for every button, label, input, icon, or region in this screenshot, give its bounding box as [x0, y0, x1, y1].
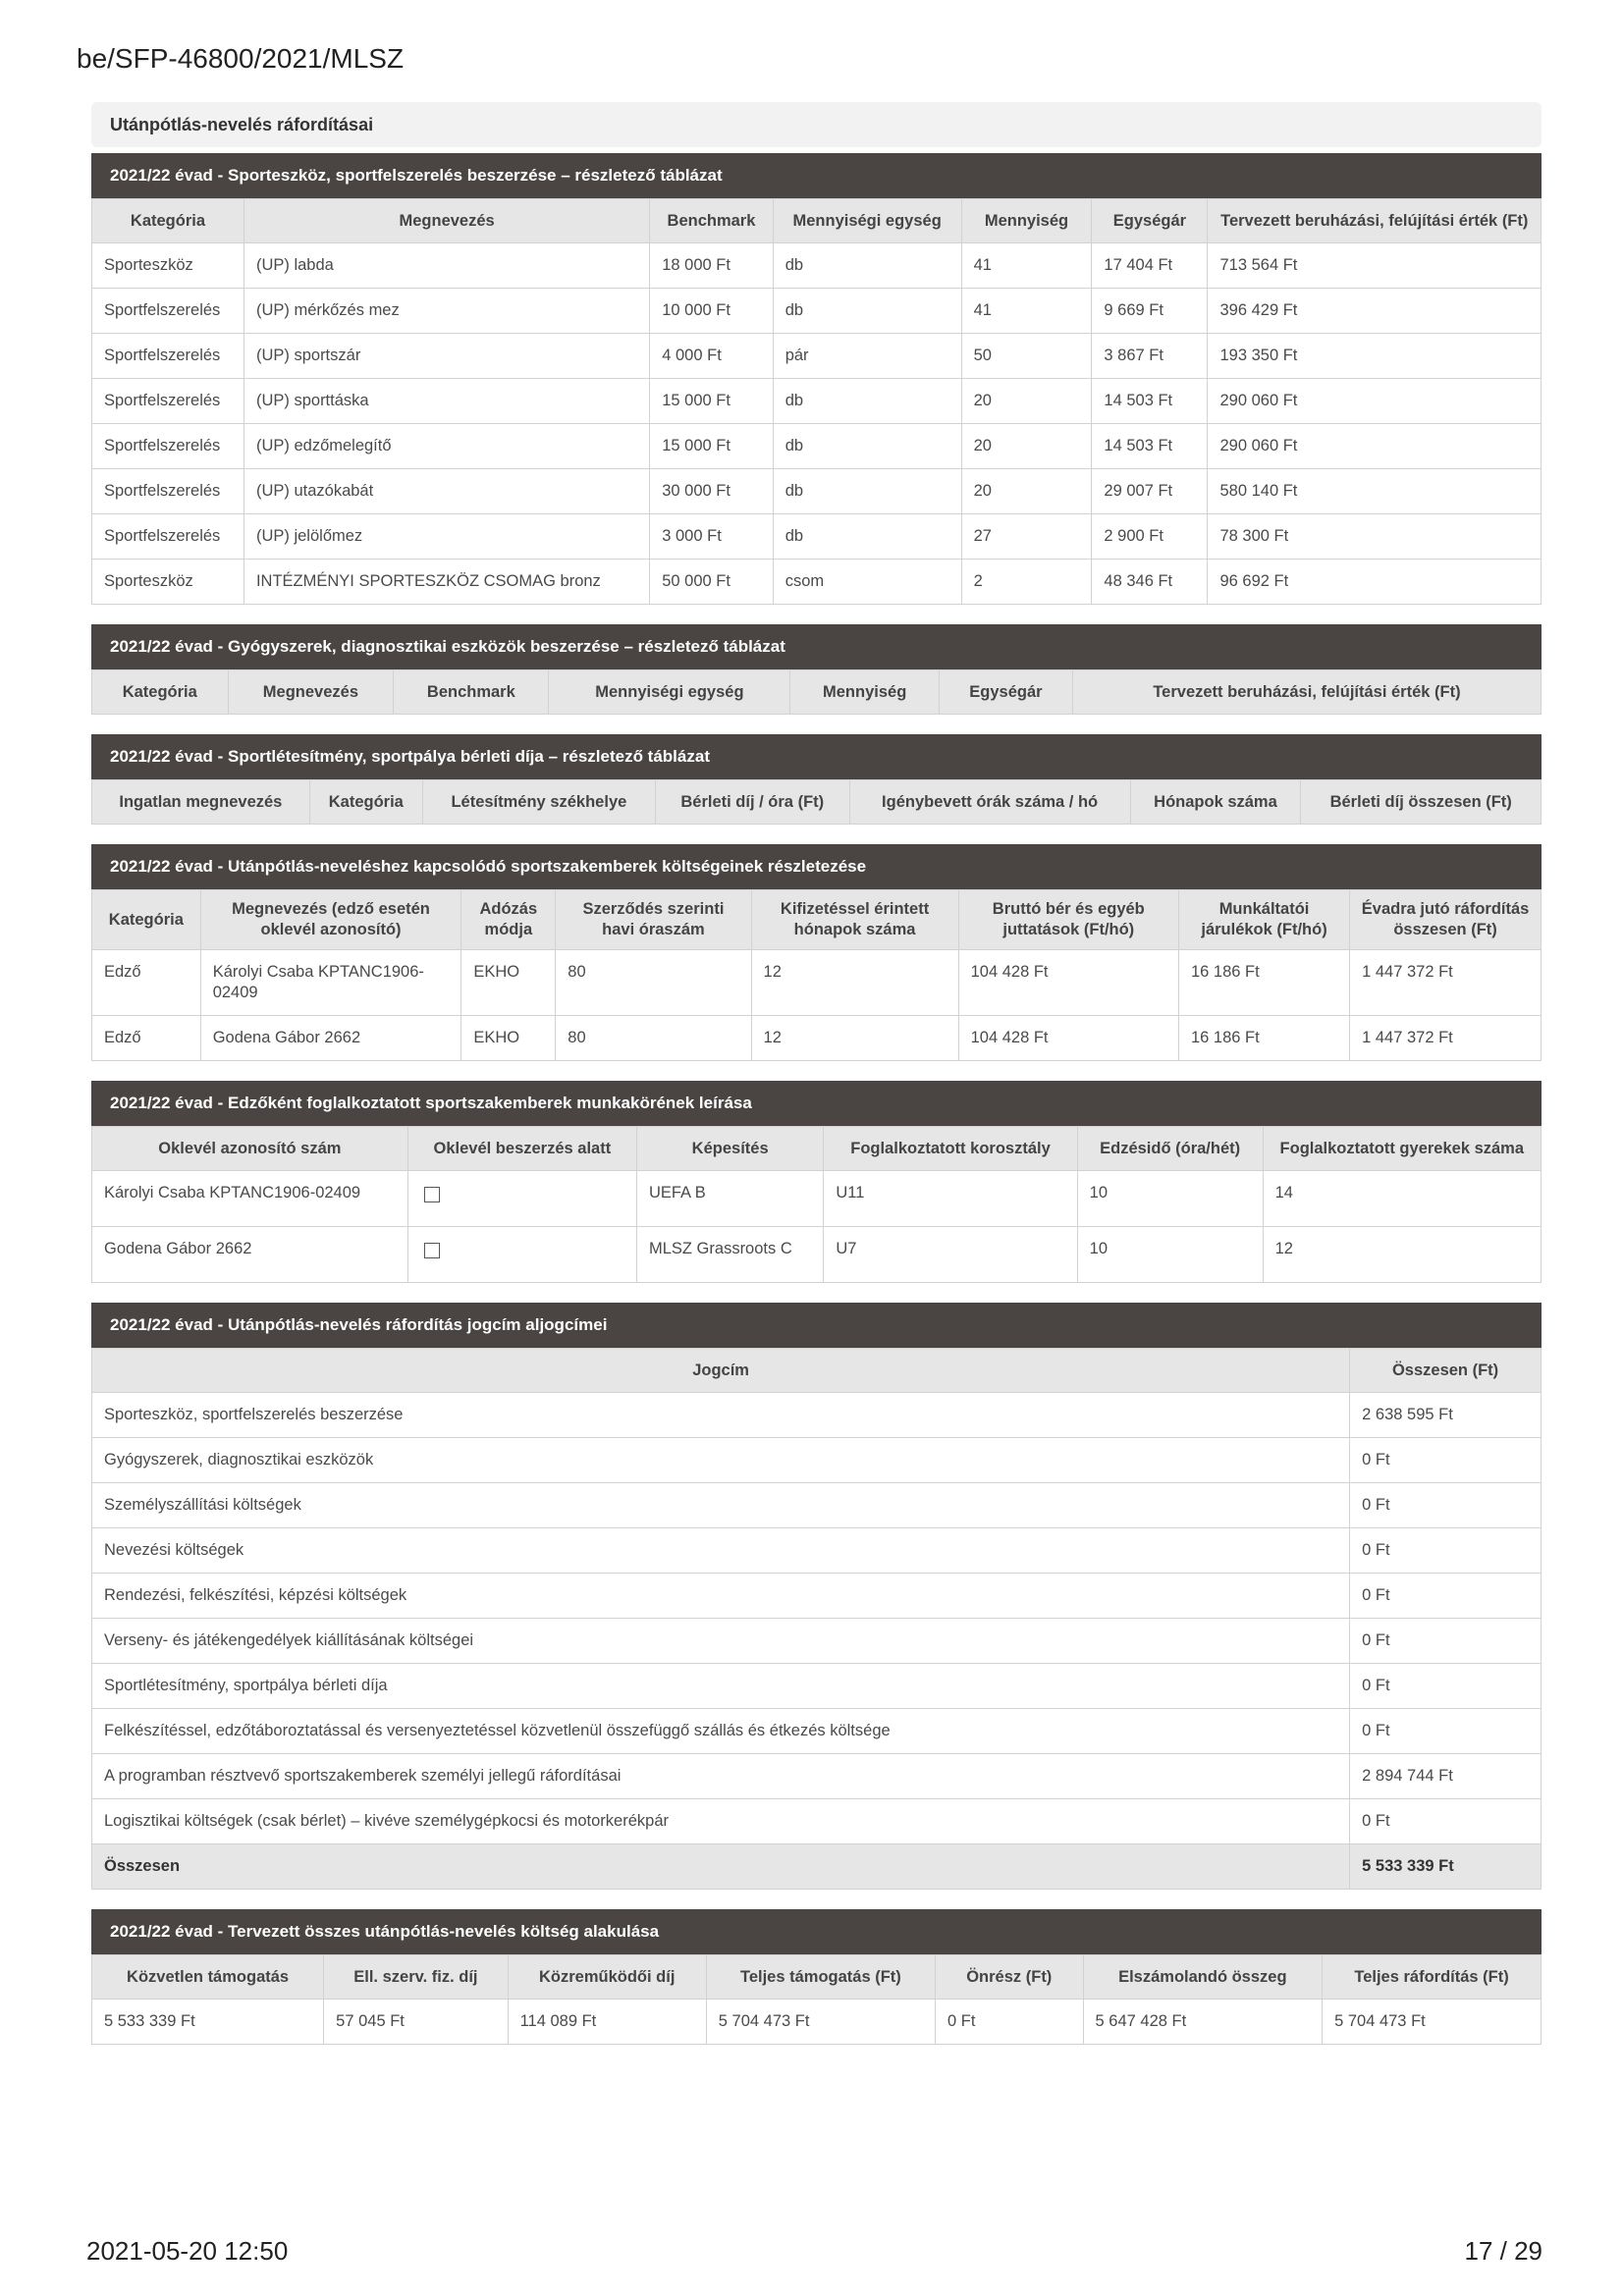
document-body	[91, 102, 1542, 2064]
staff-row	[92, 950, 1542, 1016]
column-header: Közreműködői díj	[508, 1955, 706, 2000]
table-cell: U7	[824, 1227, 1077, 1283]
table-cell: 78 300 Ft	[1208, 514, 1542, 560]
equipment-row	[92, 514, 1542, 560]
staff-block	[91, 844, 1542, 1061]
subtitle-row	[92, 1709, 1542, 1754]
subtitle-row	[92, 1483, 1542, 1528]
table-cell: 12	[1263, 1227, 1541, 1283]
equipment-row	[92, 334, 1542, 379]
table-cell: 14 503 Ft	[1092, 424, 1208, 469]
table-cell: 80	[556, 1016, 751, 1061]
column-header: Foglalkoztatott korosztály	[824, 1127, 1077, 1171]
column-header: Önrész (Ft)	[936, 1955, 1084, 2000]
subtitles-table-title: 2021/22 évad - Utánpótlás-nevelés ráfordítás jogcím aljogcímei	[91, 1303, 1542, 1348]
column-header: Munkáltatói járulékok (Ft/hó)	[1178, 890, 1349, 950]
table-cell: 50	[961, 334, 1092, 379]
column-header: Adózás módja	[461, 890, 556, 950]
table-cell: 0 Ft	[1350, 1664, 1542, 1709]
totals-row	[92, 2000, 1542, 2045]
coach-row	[92, 1171, 1542, 1227]
column-header: Teljes ráfordítás (Ft)	[1323, 1955, 1542, 2000]
column-header: Kategória	[92, 199, 244, 243]
facility-table	[91, 779, 1542, 825]
medical-block	[91, 624, 1542, 715]
table-cell: UEFA B	[636, 1171, 823, 1227]
table-cell: 41	[961, 243, 1092, 289]
table-cell: 5 533 339 Ft	[92, 2000, 324, 2045]
table-cell: 27	[961, 514, 1092, 560]
table-cell: 2 900 Ft	[1092, 514, 1208, 560]
table-cell: Sportfelszerelés	[92, 424, 244, 469]
table-cell: Sportfelszerelés	[92, 289, 244, 334]
facility-block	[91, 734, 1542, 825]
table-cell: 41	[961, 289, 1092, 334]
subtitle-row	[92, 1528, 1542, 1574]
table-cell: 0 Ft	[1350, 1438, 1542, 1483]
medical-table	[91, 669, 1542, 715]
table-cell: (UP) edzőmelegítő	[243, 424, 649, 469]
table-cell: Nevezési költségek	[92, 1528, 1350, 1574]
table-cell: 104 428 Ft	[958, 1016, 1178, 1061]
table-cell: (UP) sporttáska	[243, 379, 649, 424]
equipment-header-row	[92, 199, 1542, 243]
table-cell: 96 692 Ft	[1208, 560, 1542, 605]
column-header: Kategória	[309, 780, 422, 825]
table-cell: 2	[961, 560, 1092, 605]
column-header: Teljes támogatás (Ft)	[706, 1955, 935, 2000]
table-cell: Verseny- és játékengedélyek kiállításának költségei	[92, 1619, 1350, 1664]
staff-header-row	[92, 890, 1542, 950]
equipment-row	[92, 469, 1542, 514]
column-header: Igénybevett órák száma / hó	[849, 780, 1130, 825]
table-cell: 0 Ft	[1350, 1574, 1542, 1619]
subtitles-header-row	[92, 1349, 1542, 1393]
equipment-row	[92, 424, 1542, 469]
table-cell: Sportlétesítmény, sportpálya bérleti díja	[92, 1664, 1350, 1709]
table-cell: 18 000 Ft	[650, 243, 773, 289]
column-header: Mennyiségi egység	[549, 670, 790, 715]
table-cell: (UP) jelölőmez	[243, 514, 649, 560]
pending-checkbox[interactable]	[424, 1243, 440, 1258]
total-label: Összesen	[92, 1844, 1350, 1890]
subtitle-row	[92, 1393, 1542, 1438]
table-cell: 5 647 428 Ft	[1083, 2000, 1323, 2045]
table-cell: Edző	[92, 1016, 201, 1061]
table-cell: 20	[961, 424, 1092, 469]
coach-row	[92, 1227, 1542, 1283]
table-cell: 0 Ft	[1350, 1709, 1542, 1754]
column-header: Benchmark	[650, 199, 773, 243]
facility-table-title: 2021/22 évad - Sportlétesítmény, sportpálya bérleti díja – részletező táblázat	[91, 734, 1542, 779]
table-cell: 2 894 744 Ft	[1350, 1754, 1542, 1799]
table-cell: 1 447 372 Ft	[1350, 950, 1542, 1016]
table-cell: (UP) sportszár	[243, 334, 649, 379]
subtitles-block	[91, 1303, 1542, 1890]
coaches-block	[91, 1081, 1542, 1283]
column-header: Mennyiség	[790, 670, 940, 715]
equipment-table	[91, 198, 1542, 605]
equipment-row	[92, 379, 1542, 424]
column-header: Tervezett beruházási, felújítási érték (Ft)	[1072, 670, 1541, 715]
column-header: Tervezett beruházási, felújítási érték (Ft)	[1208, 199, 1542, 243]
table-cell: 17 404 Ft	[1092, 243, 1208, 289]
subtitles-total-row	[92, 1844, 1542, 1890]
pending-checkbox[interactable]	[424, 1187, 440, 1202]
column-header: Mennyiség	[961, 199, 1092, 243]
table-cell: 15 000 Ft	[650, 424, 773, 469]
column-header: Létesítmény székhelye	[422, 780, 655, 825]
column-header: Hónapok száma	[1130, 780, 1301, 825]
coaches-header-row	[92, 1127, 1542, 1171]
column-header: Edzésidő (óra/hét)	[1077, 1127, 1263, 1171]
table-cell: 12	[751, 950, 958, 1016]
subtitle-row	[92, 1754, 1542, 1799]
table-cell: csom	[773, 560, 961, 605]
table-cell: Godena Gábor 2662	[200, 1016, 461, 1061]
table-cell: 9 669 Ft	[1092, 289, 1208, 334]
table-cell: 104 428 Ft	[958, 950, 1178, 1016]
medical-table-title: 2021/22 évad - Gyógyszerek, diagnosztikai eszközök beszerzése – részletező táblázat	[91, 624, 1542, 669]
table-cell: 0 Ft	[1350, 1799, 1542, 1844]
table-cell: Sportfelszerelés	[92, 469, 244, 514]
table-cell: 10	[1077, 1227, 1263, 1283]
table-cell: Károlyi Csaba KPTANC1906-02409	[200, 950, 461, 1016]
column-header: Jogcím	[92, 1349, 1350, 1393]
table-cell: Godena Gábor 2662	[92, 1227, 408, 1283]
table-cell: Sportfelszerelés	[92, 514, 244, 560]
table-cell: (UP) utazókabát	[243, 469, 649, 514]
table-cell: 10	[1077, 1171, 1263, 1227]
table-cell: EKHO	[461, 1016, 556, 1061]
medical-header-row	[92, 670, 1542, 715]
table-cell: pár	[773, 334, 961, 379]
totals-block	[91, 1909, 1542, 2045]
column-header: Ingatlan megnevezés	[92, 780, 310, 825]
column-header: Benchmark	[394, 670, 549, 715]
equipment-row	[92, 560, 1542, 605]
staff-row	[92, 1016, 1542, 1061]
column-header: Képesítés	[636, 1127, 823, 1171]
table-cell: 20	[961, 379, 1092, 424]
table-cell: db	[773, 243, 961, 289]
table-cell: 0 Ft	[936, 2000, 1084, 2045]
subtitle-row	[92, 1664, 1542, 1709]
table-cell: 3 867 Ft	[1092, 334, 1208, 379]
table-cell: (UP) labda	[243, 243, 649, 289]
column-header: Egységár	[939, 670, 1072, 715]
footer-page-number: 17 / 29	[1464, 2236, 1542, 2266]
table-cell: db	[773, 289, 961, 334]
table-cell: Felkészítéssel, edzőtáboroztatással és versenyeztetéssel közvetlenül összefüggő szállás és étkezés költsége	[92, 1709, 1350, 1754]
table-cell: 1 447 372 Ft	[1350, 1016, 1542, 1061]
column-header: Oklevél beszerzés alatt	[407, 1127, 636, 1171]
table-cell: 14 503 Ft	[1092, 379, 1208, 424]
column-header: Szerződés szerinti havi óraszám	[556, 890, 751, 950]
table-cell: 114 089 Ft	[508, 2000, 706, 2045]
table-cell: 396 429 Ft	[1208, 289, 1542, 334]
pending-cell	[407, 1227, 636, 1283]
table-cell: Sporteszköz, sportfelszerelés beszerzése	[92, 1393, 1350, 1438]
table-cell: 580 140 Ft	[1208, 469, 1542, 514]
table-cell: 80	[556, 950, 751, 1016]
table-cell: 290 060 Ft	[1208, 379, 1542, 424]
table-cell: 30 000 Ft	[650, 469, 773, 514]
table-cell: 20	[961, 469, 1092, 514]
table-cell: 290 060 Ft	[1208, 424, 1542, 469]
table-cell: Sporteszköz	[92, 560, 244, 605]
column-header: Foglalkoztatott gyerekek száma	[1263, 1127, 1541, 1171]
document-id: be/SFP-46800/2021/MLSZ	[77, 43, 405, 74]
column-header: Megnevezés	[243, 199, 649, 243]
equipment-row	[92, 243, 1542, 289]
table-cell: EKHO	[461, 950, 556, 1016]
subtitle-row	[92, 1438, 1542, 1483]
column-header: Bruttó bér és egyéb juttatások (Ft/hó)	[958, 890, 1178, 950]
totals-table-title: 2021/22 évad - Tervezett összes utánpótlás-nevelés költség alakulása	[91, 1909, 1542, 1954]
table-cell: 50 000 Ft	[650, 560, 773, 605]
table-cell: 3 000 Ft	[650, 514, 773, 560]
column-header: Közvetlen támogatás	[92, 1955, 324, 2000]
subtitles-table	[91, 1348, 1542, 1890]
table-cell: 14	[1263, 1171, 1541, 1227]
table-cell: Sportfelszerelés	[92, 379, 244, 424]
column-header: Elszámolandó összeg	[1083, 1955, 1323, 2000]
table-cell: Edző	[92, 950, 201, 1016]
equipment-table-title: 2021/22 évad - Sporteszköz, sportfelszerelés beszerzése – részletező táblázat	[91, 153, 1542, 198]
equipment-row	[92, 289, 1542, 334]
column-header: Megnevezés	[228, 670, 394, 715]
table-cell: Sporteszköz	[92, 243, 244, 289]
table-cell: 0 Ft	[1350, 1619, 1542, 1664]
subtitle-row	[92, 1574, 1542, 1619]
column-header: Bérleti díj / óra (Ft)	[655, 780, 849, 825]
facility-header-row	[92, 780, 1542, 825]
table-cell: Logisztikai költségek (csak bérlet) – kivéve személygépkocsi és motorkerékpár	[92, 1799, 1350, 1844]
column-header: Kategória	[92, 890, 201, 950]
table-cell: 29 007 Ft	[1092, 469, 1208, 514]
staff-table-title: 2021/22 évad - Utánpótlás-neveléshez kapcsolódó sportszakemberek költségeinek részletezése	[91, 844, 1542, 889]
column-header: Oklevél azonosító szám	[92, 1127, 408, 1171]
table-cell: 0 Ft	[1350, 1528, 1542, 1574]
table-cell: 16 186 Ft	[1178, 950, 1349, 1016]
table-cell: 0 Ft	[1350, 1483, 1542, 1528]
column-header: Bérleti díj összesen (Ft)	[1301, 780, 1542, 825]
equipment-block	[91, 153, 1542, 605]
subtitle-row	[92, 1799, 1542, 1844]
table-cell: 48 346 Ft	[1092, 560, 1208, 605]
table-cell: 15 000 Ft	[650, 379, 773, 424]
table-cell: Rendezési, felkészítési, képzési költségek	[92, 1574, 1350, 1619]
table-cell: (UP) mérkőzés mez	[243, 289, 649, 334]
column-header: Megnevezés (edző esetén oklevél azonosító)	[200, 890, 461, 950]
table-cell: 193 350 Ft	[1208, 334, 1542, 379]
column-header: Egységár	[1092, 199, 1208, 243]
table-cell: INTÉZMÉNYI SPORTESZKÖZ CSOMAG bronz	[243, 560, 649, 605]
table-cell: 5 704 473 Ft	[706, 2000, 935, 2045]
table-cell: Károlyi Csaba KPTANC1906-02409	[92, 1171, 408, 1227]
table-cell: Gyógyszerek, diagnosztikai eszközök	[92, 1438, 1350, 1483]
table-cell: db	[773, 424, 961, 469]
column-header: Kifizetéssel érintett hónapok száma	[751, 890, 958, 950]
table-cell: Személyszállítási költségek	[92, 1483, 1350, 1528]
totals-table	[91, 1954, 1542, 2045]
table-cell: 2 638 595 Ft	[1350, 1393, 1542, 1438]
table-cell: 4 000 Ft	[650, 334, 773, 379]
table-cell: 713 564 Ft	[1208, 243, 1542, 289]
table-cell: MLSZ Grassroots C	[636, 1227, 823, 1283]
table-cell: 5 704 473 Ft	[1323, 2000, 1542, 2045]
column-header: Ell. szerv. fiz. díj	[324, 1955, 508, 2000]
table-cell: 57 045 Ft	[324, 2000, 508, 2045]
table-cell: 16 186 Ft	[1178, 1016, 1349, 1061]
subtitle-row	[92, 1619, 1542, 1664]
column-header: Összesen (Ft)	[1350, 1349, 1542, 1393]
table-cell: db	[773, 469, 961, 514]
table-cell: db	[773, 379, 961, 424]
table-cell: 12	[751, 1016, 958, 1061]
coaches-table	[91, 1126, 1542, 1283]
staff-table	[91, 889, 1542, 1061]
totals-header-row	[92, 1955, 1542, 2000]
section-title: Utánpótlás-nevelés ráfordításai	[91, 102, 1542, 147]
footer-datetime: 2021-05-20 12:50	[86, 2236, 289, 2266]
total-value: 5 533 339 Ft	[1350, 1844, 1542, 1890]
coaches-table-title: 2021/22 évad - Edzőként foglalkoztatott sportszakemberek munkakörének leírása	[91, 1081, 1542, 1126]
pending-cell	[407, 1171, 636, 1227]
column-header: Mennyiségi egység	[773, 199, 961, 243]
column-header: Évadra jutó ráfordítás összesen (Ft)	[1350, 890, 1542, 950]
table-cell: db	[773, 514, 961, 560]
table-cell: 10 000 Ft	[650, 289, 773, 334]
table-cell: A programban résztvevő sportszakemberek személyi jellegű ráfordításai	[92, 1754, 1350, 1799]
column-header: Kategória	[92, 670, 229, 715]
table-cell: U11	[824, 1171, 1077, 1227]
table-cell: Sportfelszerelés	[92, 334, 244, 379]
